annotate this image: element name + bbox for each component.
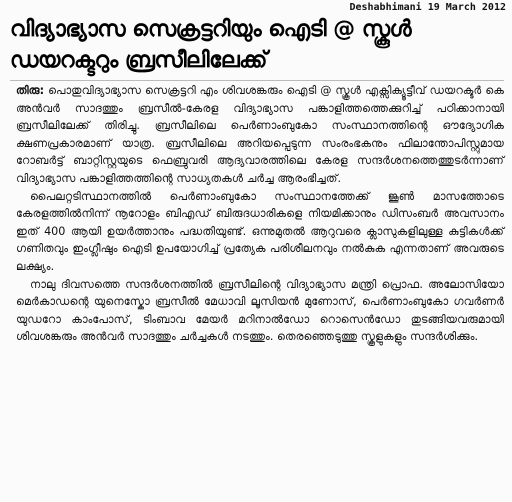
article-paragraph-2 xyxy=(16,188,504,276)
headline-line-1: വിദ്യാഭ്യാസ സെക്രട്ടറിയും ഐടി @ സ്കൂൾ xyxy=(10,17,412,42)
headline-divider xyxy=(10,80,504,81)
headline-line-2: ഡയറക്ടറും ബ്രസീലിലേക്ക് xyxy=(10,48,267,73)
dateline: തിരു: xyxy=(16,84,45,97)
headline xyxy=(10,14,504,76)
paragraph-text-1: പൊതുവിദ്യാഭ്യാസ സെക്രട്ടറി എം ശിവശങ്കരും ഐടി @ സ്കൂൾ എക്സിക്യൂട്ടീവ് ഡയറക്ടർ കെ അൻവർ സാദത്തും ബ്രസീൽ-കേരള വിദ്യാഭ്യാസ പങ്കാളിത്തത്തെക്കുറിച്ച് പഠിക്കാനായി ബ്രസീലിലേക്ക് തിരിച്ചു. ബ്രസീലിലെ പെർണാംബുകോ സംസ്ഥാനത്തിന്റെ ഔദ്യോഗിക ക്ഷണപ്രകാരമാണ് യാത്ര. ബ്രസീലിലെ അറിയപ്പെടുന്ന സംരംഭകനും ഫിലാന്തോപിസ്റ്റുമായ റോബർട്ട് ബാറ്റിസ്റ്റയുടെ ഫെബ്രുവരി ആദ്യവാരത്തിലെ കേരള സന്ദർശനത്തെത്തുടർന്നാണ് വിദ്യാഭ്യാസ പങ്കാളിത്തത്തിന്റെ സാധ്യതകൾ ചർച്ച ആരംഭിച്ചത്. xyxy=(16,84,504,185)
paragraph-text-3: നാലു ദിവസത്തെ സന്ദർശനത്തിൽ ബ്രസീലിന്റെ വിദ്യാഭ്യാസ മന്ത്രി പ്രൊഫ. അലോസിയോ മെർകാഡന്റെ യുനെസ്കോ ബ്രസീൽ മേധാവി ലൂസിയൻ മുണോസ്, പെർണാംബുകോ ഗവർണർ യുഡറോ കാംപോസ്, ടിംബാവ മേയർ മറിനാൽഡോ റൊസെൻഡോ തുടങ്ങിയവരുമായി ശിവശങ്കരും അൻവർ സാദത്തും ചർച്ചകൾ നടത്തും. തെരഞ്ഞെടുത്തു സ്കൂളുകളും സന്ദർശിക്കും. xyxy=(16,277,504,344)
paragraph-text-2: പൈലറ്റടിസ്ഥാനത്തിൽ പെർണാംബുകോ സംസ്ഥാനത്തേക്ക് ജൂൺ മാസത്തോടെ കേരളത്തിൽനിന്ന് നൂറോളം ബിഎഡ് ബിരുദധാരികളെ നിയമിക്കാനും ഡിസംബർ അവസാനം ഇത് 400 ആയി ഉയർത്താനും പദ്ധതിയുണ്ട്. ഒന്നുമുതൽ ആറുവരെ ക്ലാസുകളിലുള്ള കുട്ടികൾക്ക് ഗണിതവും ഇംഗ്ലീഷും ഐടി ഉപയോഗിച്ച് പ്രത്യേക പരിശീലനവും നൽകുക എന്നതാണ് അവരുടെ ലക്ഷ്യം. xyxy=(16,189,504,273)
article-body xyxy=(16,82,504,346)
article-paragraph-3 xyxy=(16,276,504,346)
article-paragraph-1 xyxy=(16,82,504,188)
source-label: Deshabhimani 19 March 2012 xyxy=(349,2,506,13)
